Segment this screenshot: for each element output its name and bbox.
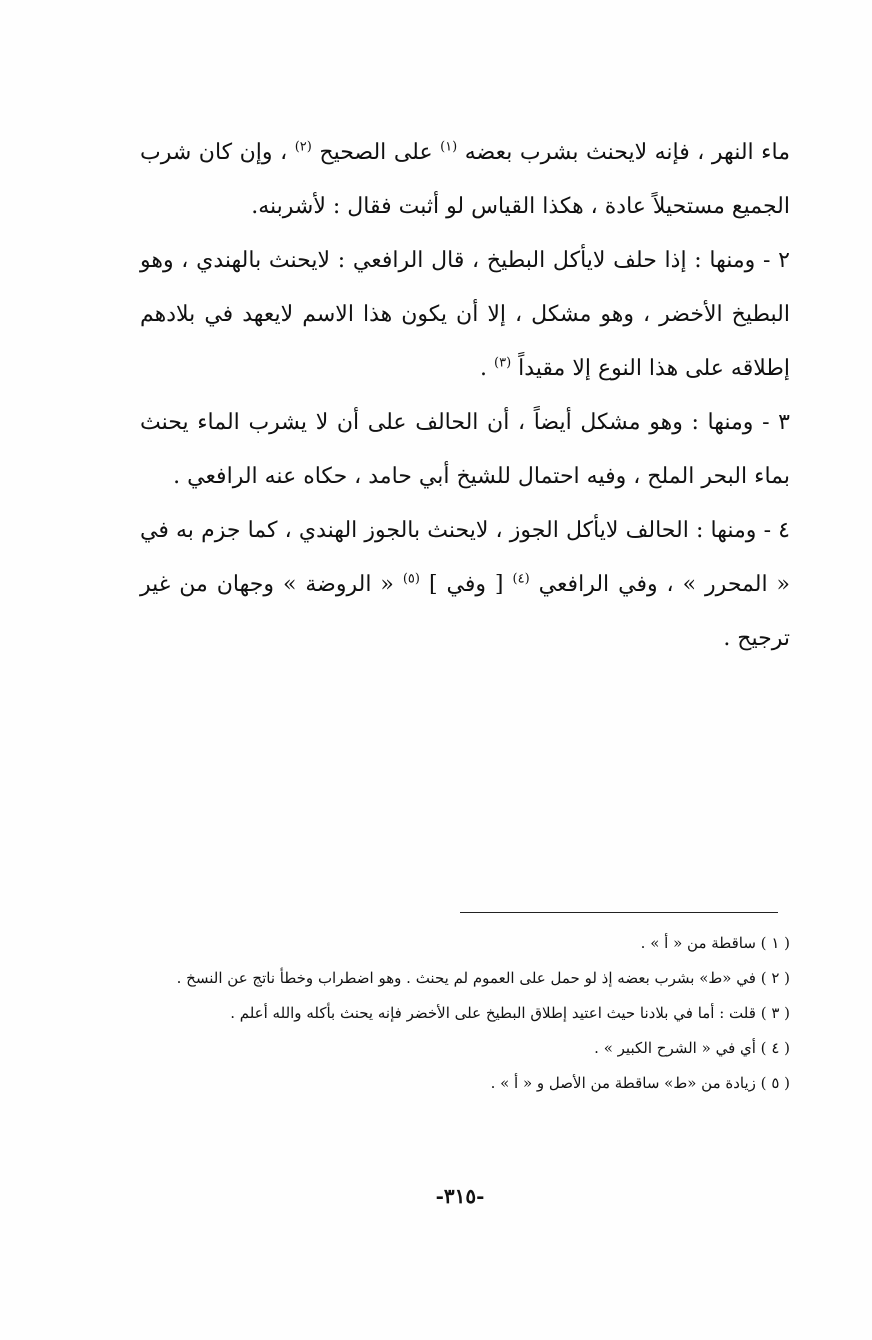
footnotes — [140, 926, 790, 1101]
paragraph-3: ٣ - ومنها : وهو مشكل أيضاً ، أن الحالف على أن لا يشرب الماء يحنث بماء البحر الملح ، وفيه احتمال للشيخ أبي حامد ، حكاه عنه الرافعي . — [140, 410, 790, 489]
footnote-ref-1: (١) — [440, 139, 458, 155]
main-text — [140, 126, 790, 666]
paragraph-4-text-b: [ وفي ] — [419, 572, 513, 597]
paragraph-2-text-a: ٢ - ومنها : إذا حلف لايأكل البطيخ ، قال الرافعي : لايحنث بالهندي ، وهو البطيخ الأخضر ، وهو مشكل ، إلا أن يكون هذا الاسم لايعهد في بلادهم إطلاقه على هذا النوع إلا مقيداً — [140, 248, 790, 381]
footnote-1: ( ١ ) ساقطة من « أ » . — [640, 934, 790, 952]
paragraph-1-text-c: ، وإن كان شرب الجميع مستحيلاً عادة ، هكذا القياس لو أثبت فقال : لأشربنه. — [140, 140, 790, 219]
footnote-ref-2: (٢) — [294, 139, 312, 155]
paragraph-4-text-c: « الروضة » وجهان من غير ترجيح . — [140, 572, 790, 651]
paragraph-4 — [140, 504, 790, 666]
paragraph-1-text-b: على الصحيح — [311, 140, 441, 165]
footnote-5: ( ٥ ) زيادة من «ط» ساقطة من الأصل و « أ » . — [490, 1074, 790, 1092]
footnote-ref-5: (٥) — [402, 571, 420, 587]
paragraph-1 — [140, 126, 790, 234]
paragraph-2 — [140, 234, 790, 396]
paragraph-2-text-b: . — [480, 356, 494, 381]
footnote-ref-3: (٣) — [494, 355, 512, 371]
footnote-2: ( ٢ ) في «ط» بشرب بعضه إذ لو حمل على العموم لم يحنث . وهو اضطراب وخطأ ناتج عن النسخ . — [176, 969, 790, 987]
footnote-3: ( ٣ ) قلت : أما في بلادنا حيث اعتيد إطلاق البطيخ على الأخضر فإنه يحنث بأكله والله أعلم . — [230, 1004, 790, 1022]
paragraph-1-text-a: ماء النهر ، فإنه لايحنث بشرب بعضه — [457, 140, 790, 165]
footnote-4: ( ٤ ) أي في « الشرح الكبير » . — [594, 1039, 790, 1057]
page-number: -٣١٥- — [435, 1184, 485, 1208]
footnote-ref-4: (٤) — [512, 571, 530, 587]
footnote-divider — [460, 912, 778, 913]
paragraph-4-text-a: ٤ - ومنها : الحالف لايأكل الجوز ، لايحنث بالجوز الهندي ، كما جزم به في « المحرر » ، وفي الرافعي — [140, 518, 790, 597]
